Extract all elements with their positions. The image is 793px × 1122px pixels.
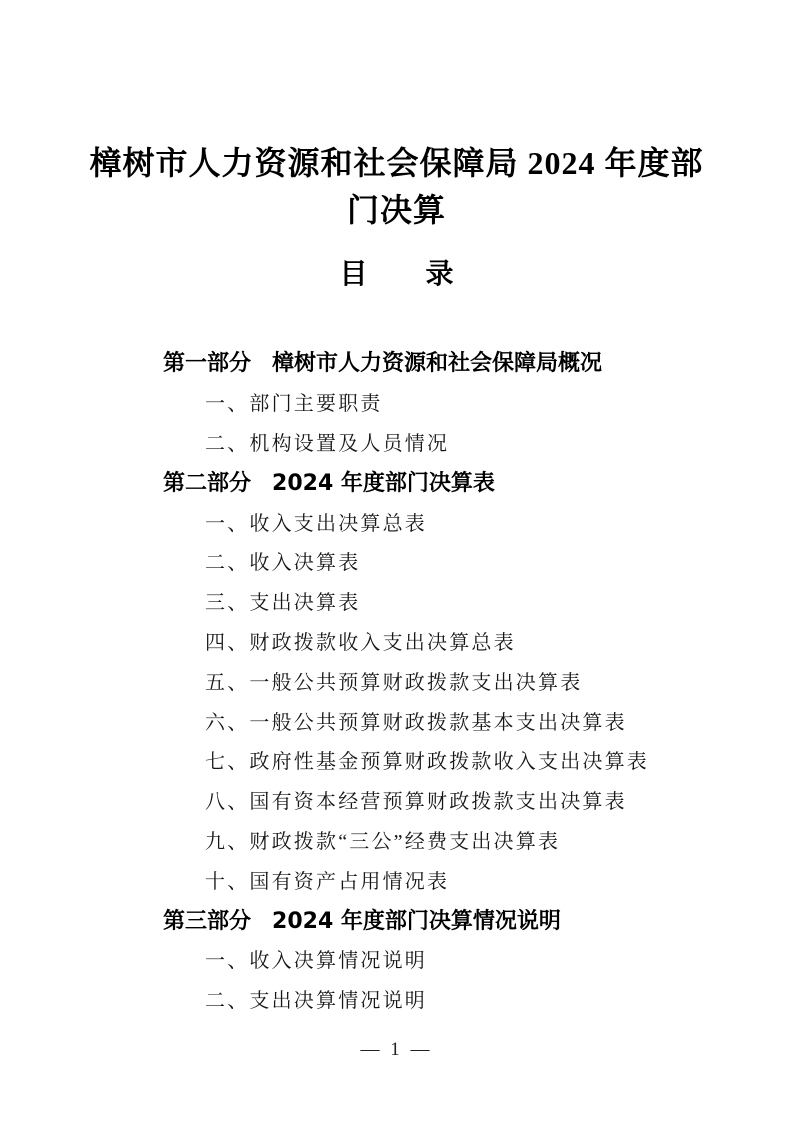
toc-part-2-label: 第二部分: [163, 470, 252, 496]
toc-part-1-title: 樟树市人力资源和社会保障局概况: [272, 351, 603, 377]
toc-part-2-item-5: 五、一般公共预算财政拨款支出决算表: [205, 671, 583, 694]
toc-part-3-title: 2024 年度部门决算情况说明: [272, 908, 561, 934]
toc-part-2-item-10: 十、国有资产占用情况表: [205, 870, 450, 893]
toc-part-2-item-6: 六、一般公共预算财政拨款基本支出决算表: [205, 711, 627, 734]
toc-heading-char-left: 目: [339, 257, 368, 290]
toc-part-2-item-3: 三、支出决算表: [205, 592, 361, 615]
document-title-line-2: 门决算: [346, 192, 446, 228]
toc-part-2-item-4: 四、财政拨款收入支出决算总表: [205, 631, 516, 654]
toc-part-2-heading: [0, 461, 793, 501]
toc-part-1-item-2: 二、机构设置及人员情况: [205, 432, 450, 455]
toc-part-2-item-2: 二、收入决算表: [205, 552, 361, 575]
toc-part-3-item-2: 二、支出决算情况说明: [205, 990, 427, 1013]
toc-part-1-item-1: 一、部门主要职责: [205, 393, 383, 416]
toc-part-3-label: 第三部分: [163, 908, 252, 934]
document-title: [0, 140, 793, 234]
toc-part-2-item-1: 一、收入支出决算总表: [205, 512, 427, 535]
toc-heading: [0, 256, 793, 292]
toc-part-2-item-7: 七、政府性基金预算财政拨款收入支出决算表: [205, 751, 649, 774]
table-of-contents: [0, 342, 793, 1019]
toc-part-3-item-1: 一、收入决算情况说明: [205, 950, 427, 973]
toc-part-2-title: 2024 年度部门决算表: [272, 470, 495, 496]
toc-part-3-heading: [0, 899, 793, 939]
toc-part-2-item-8: 八、国有资本经营预算财政拨款支出决算表: [205, 791, 627, 814]
toc-heading-char-right: 录: [425, 257, 454, 290]
toc-part-1-heading: [0, 342, 793, 382]
toc-part-2-item-9: 九、财政拨款“三公”经费支出决算表: [205, 830, 561, 853]
toc-part-1-label: 第一部分: [163, 351, 252, 377]
page-number: — 1 —: [360, 1039, 433, 1060]
document-title-line-1: 樟树市人力资源和社会保障局 2024 年度部: [89, 145, 704, 181]
